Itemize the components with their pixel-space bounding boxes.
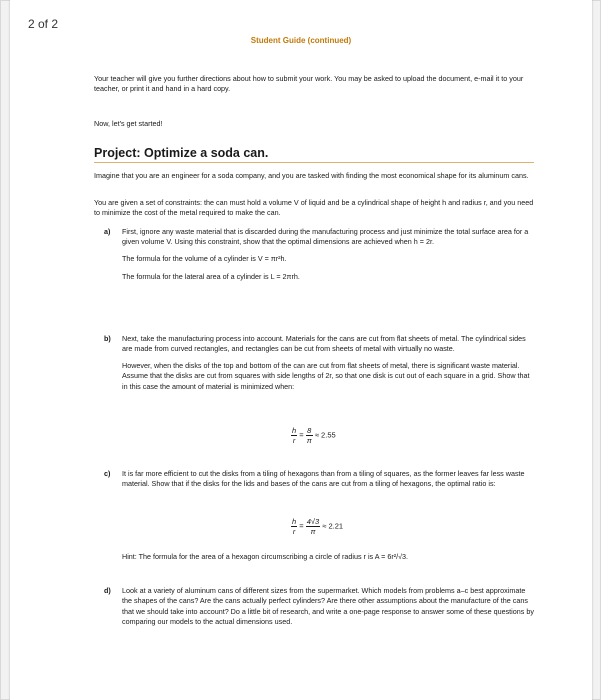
lets-get-started: Now, let's get started!: [94, 119, 163, 128]
eq-c-r: r: [292, 527, 296, 536]
volume-formula: The formula for the volume of a cylinder is V = πr²h.: [122, 253, 287, 263]
hexagon-hint: Hint: The formula for the area of a hexagon circumscribing a circle of radius r is A = 6r²/√3.: [122, 552, 409, 561]
intro-paragraph: Your teacher will give you further directions about how to submit your work. You may be asked to upload the document, e-mail it to your teacher, or print it and hand in a hard copy.: [94, 74, 524, 94]
document-page: [10, 0, 592, 700]
eq-c-h: h: [292, 517, 297, 526]
eq-b-value: ≈ 2.55: [314, 430, 336, 440]
eq-b-h: h: [292, 426, 297, 435]
equation-b: $\frac{h}{r}$ = $\frac{8}{\pi}$ ≈ 2.55: [292, 426, 336, 445]
eq-b-8: 8: [307, 426, 312, 435]
question-a-text: First, ignore any waste material that is discarded during the manufacturing process and just minimize the total surface area for a given volume V. Using this constraint, show that the optimal dimensions are achieved when h = 2r.: [122, 227, 529, 247]
question-d-label: d): [104, 586, 111, 595]
eq-b-r: r: [292, 436, 296, 445]
question-d-text: Look at a variety of aluminum cans of different sizes from the supermarket. Which models from problems a–c best approximate the shapes of the cans? Are the cans actually perfect cylinders? Are there other assumptions about the manufacture of the cans that we should take into account? Do a little bit of research, and write a one-page response to answer some of these questions by comparing our models to the actual dimensions used.: [122, 586, 534, 627]
eq-c-num: 4√3: [306, 517, 320, 526]
equation-c: $\frac{h}{r}$ = $\frac{4√3}{\pi}$ ≈ 2.21: [292, 517, 344, 536]
eq-b-pi: π: [306, 436, 312, 445]
eq-c-pi: π: [310, 527, 316, 536]
question-b-text-1: Next, take the manufacturing process into account. Materials for the cans are cut from flat sheets of metal. The cylindrical sides are made from curved rectangles, and rectangles can be cut from sheets of metal with virtually no waste.: [122, 334, 526, 354]
question-b-label: b): [104, 334, 111, 343]
constraints-paragraph: You are given a set of constraints: the can must hold a volume V of liquid and be a cylindrical shape of height h and radius r, and you need to minimize the cost of the metal required to make the can.: [94, 198, 534, 218]
question-b-text-2: However, when the disks of the top and bottom of the can are cut from flat sheets of metal, there is significant waste material. Assume that the disks are cut from squares with side lengths of 2r, so that one disk is cut out of each square in a grid. Show that in this case the amount of material is minimized when:: [122, 360, 530, 391]
question-c-label: c): [104, 469, 111, 478]
project-title: Project: Optimize a soda can.: [94, 146, 534, 163]
page-counter: 2 of 2: [28, 17, 59, 31]
question-a-label: a): [104, 227, 111, 236]
lateral-area-formula: The formula for the lateral area of a cylinder is L = 2πrh.: [122, 272, 300, 282]
question-c-text: It is far more efficient to cut the disks from a tiling of hexagons than from a tiling of squares, as the former leaves far less waste material. Show that if the disks for the lids and bases of the cans are cut from a tiling of hexagons, the optimal ratio is:: [122, 469, 525, 489]
scenario-paragraph: Imagine that you are an engineer for a soda company, and you are tasked with finding the most economical shape for its aluminum cans.: [94, 171, 529, 180]
eq-c-value: ≈ 2.21: [322, 521, 344, 531]
page-header: Student Guide (continued): [250, 36, 352, 45]
